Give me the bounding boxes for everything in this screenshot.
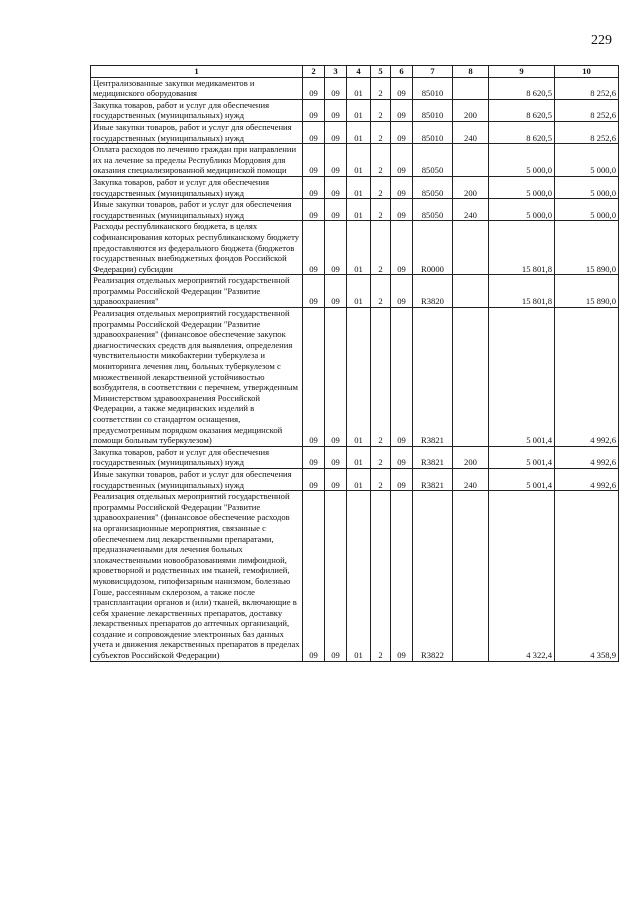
row-value-cell: R0000 — [413, 221, 453, 275]
row-value-cell: 09 — [391, 77, 413, 99]
row-value-cell: 5 000,0 — [555, 176, 619, 198]
table-row — [91, 221, 619, 275]
row-value-cell: 5 000,0 — [555, 199, 619, 221]
column-header: 1 — [91, 66, 303, 78]
row-value-cell: 240 — [453, 468, 489, 490]
row-value-cell: 09 — [303, 275, 325, 308]
row-name-cell: Реализация отдельных мероприятий государственной программы Российской Федерации "Развитие здравоохранения" (финансовое обеспечение закупок диагностических средств для выявления, определения чувствительности микобактерии туберкулеза и мониторинга лечения лиц, больных туберкулезом с множественной лекарственной устойчивостью возбудителя, в соответствии с перечнем, утвержденным Министерством здравоохранения Российской Федерации, а также медицинских изделий в соответствии со стандартом оснащения, предусмотренным порядком оказания медицинской помощи больным туберкулезом) — [91, 308, 303, 447]
row-name-cell: Централизованные закупки медикаментов и медицинского оборудования — [91, 77, 303, 99]
row-value-cell: 09 — [303, 144, 325, 177]
row-value-cell: 2 — [371, 446, 391, 468]
row-value-cell: 09 — [303, 199, 325, 221]
row-value-cell: 09 — [325, 308, 347, 447]
column-header: 7 — [413, 66, 453, 78]
row-value-cell: 2 — [371, 491, 391, 662]
row-value-cell — [453, 491, 489, 662]
row-value-cell: 8 252,6 — [555, 99, 619, 121]
row-name-cell: Закупка товаров, работ и услуг для обеспечения государственных (муниципальных) нужд — [91, 446, 303, 468]
row-value-cell: 200 — [453, 99, 489, 121]
row-value-cell: 8 620,5 — [489, 121, 555, 143]
row-value-cell: 2 — [371, 99, 391, 121]
row-value-cell: 4 992,6 — [555, 446, 619, 468]
row-value-cell — [453, 77, 489, 99]
row-value-cell: 09 — [391, 199, 413, 221]
column-header: 10 — [555, 66, 619, 78]
row-value-cell: 09 — [325, 199, 347, 221]
row-name-cell: Реализация отдельных мероприятий государственной программы Российской Федерации "Развитие здравоохранения" (финансовое обеспечение расходов на организационные мероприятия, связанные с обеспечением лиц лекарственными препаратами, предназначенными для лечения больных злокачественными новообразованиями лимфоидной, кроветворной и родственных им тканей, гемофилией, муковисцидозом, гипофизарным нанизмом, болезнью Гоше, рассеянным склерозом, а также после трансплантации органов и (или) тканей, включающие в себя хранение лекарственных препаратов, доставку лекарственных препаратов до аптечных организаций, создание и сопровождение электронных баз данных учета и движения лекарственных препаратов в пределах субъектов Российской Федерации) — [91, 491, 303, 662]
row-value-cell: R3821 — [413, 446, 453, 468]
row-value-cell: 09 — [303, 446, 325, 468]
row-value-cell: 240 — [453, 199, 489, 221]
table-row — [91, 99, 619, 121]
row-value-cell: 2 — [371, 121, 391, 143]
column-header: 4 — [347, 66, 371, 78]
table-row — [91, 308, 619, 447]
row-value-cell: 8 252,6 — [555, 121, 619, 143]
row-value-cell: 5 001,4 — [489, 446, 555, 468]
row-value-cell: 2 — [371, 468, 391, 490]
table-row — [91, 446, 619, 468]
row-value-cell: 8 252,6 — [555, 77, 619, 99]
row-value-cell: 200 — [453, 446, 489, 468]
row-value-cell: 01 — [347, 176, 371, 198]
row-value-cell: 2 — [371, 199, 391, 221]
row-value-cell: 8 620,5 — [489, 77, 555, 99]
row-value-cell: 5 001,4 — [489, 308, 555, 447]
row-value-cell: 09 — [391, 144, 413, 177]
row-value-cell: 01 — [347, 275, 371, 308]
row-value-cell: 85010 — [413, 99, 453, 121]
column-header: 3 — [325, 66, 347, 78]
row-value-cell: 2 — [371, 221, 391, 275]
row-value-cell: 09 — [391, 308, 413, 447]
row-value-cell: 4 322,4 — [489, 491, 555, 662]
row-value-cell: 15 801,8 — [489, 221, 555, 275]
row-value-cell: 85050 — [413, 144, 453, 177]
row-value-cell: 09 — [391, 491, 413, 662]
row-value-cell: 5 000,0 — [489, 144, 555, 177]
row-value-cell — [453, 308, 489, 447]
row-value-cell: 2 — [371, 77, 391, 99]
table-row — [91, 176, 619, 198]
row-value-cell: R3820 — [413, 275, 453, 308]
row-value-cell: 09 — [303, 176, 325, 198]
row-value-cell: 09 — [391, 275, 413, 308]
row-value-cell: 2 — [371, 176, 391, 198]
row-value-cell: 09 — [391, 468, 413, 490]
row-value-cell: 15 890,0 — [555, 275, 619, 308]
row-value-cell: 09 — [391, 121, 413, 143]
table-row — [91, 121, 619, 143]
row-value-cell: 01 — [347, 308, 371, 447]
row-value-cell: 5 001,4 — [489, 468, 555, 490]
row-value-cell: 09 — [325, 144, 347, 177]
row-value-cell: 200 — [453, 176, 489, 198]
row-value-cell: 01 — [347, 121, 371, 143]
row-value-cell: 4 992,6 — [555, 468, 619, 490]
row-value-cell: 4 358,9 — [555, 491, 619, 662]
row-name-cell: Оплата расходов по лечению граждан при направлении их на лечение за пределы Республики Мордовия для оказания специализированной медицинской помощи — [91, 144, 303, 177]
row-value-cell: 09 — [391, 446, 413, 468]
row-value-cell: 09 — [325, 176, 347, 198]
row-value-cell: 09 — [391, 221, 413, 275]
row-value-cell: 85050 — [413, 199, 453, 221]
budget-table — [90, 65, 619, 662]
row-name-cell: Закупка товаров, работ и услуг для обеспечения государственных (муниципальных) нужд — [91, 99, 303, 121]
row-value-cell: R3821 — [413, 308, 453, 447]
row-value-cell: 09 — [303, 221, 325, 275]
row-value-cell: 01 — [347, 99, 371, 121]
table-row — [91, 275, 619, 308]
row-value-cell: 09 — [325, 77, 347, 99]
row-value-cell: 09 — [303, 468, 325, 490]
row-value-cell: 5 000,0 — [489, 176, 555, 198]
row-value-cell: 09 — [303, 491, 325, 662]
row-value-cell: 5 000,0 — [489, 199, 555, 221]
row-value-cell: 01 — [347, 221, 371, 275]
table-row — [91, 491, 619, 662]
row-value-cell: 2 — [371, 308, 391, 447]
table-row — [91, 77, 619, 99]
page-number: 229 — [591, 33, 612, 48]
row-value-cell: 09 — [325, 446, 347, 468]
row-value-cell: 09 — [303, 99, 325, 121]
row-value-cell: 2 — [371, 144, 391, 177]
row-value-cell: 15 801,8 — [489, 275, 555, 308]
row-value-cell: 85010 — [413, 121, 453, 143]
row-value-cell: 01 — [347, 491, 371, 662]
row-name-cell: Иные закупки товаров, работ и услуг для обеспечения государственных (муниципальных) нужд — [91, 199, 303, 221]
row-value-cell — [453, 275, 489, 308]
row-value-cell: 01 — [347, 199, 371, 221]
row-value-cell: 85050 — [413, 176, 453, 198]
table-row — [91, 199, 619, 221]
column-header: 6 — [391, 66, 413, 78]
row-value-cell: 85010 — [413, 77, 453, 99]
row-value-cell — [453, 144, 489, 177]
row-value-cell: R3821 — [413, 468, 453, 490]
row-value-cell: 01 — [347, 446, 371, 468]
row-value-cell: 09 — [325, 99, 347, 121]
row-value-cell: 09 — [391, 99, 413, 121]
column-header: 5 — [371, 66, 391, 78]
row-value-cell: 09 — [325, 221, 347, 275]
row-value-cell: 5 000,0 — [555, 144, 619, 177]
row-value-cell: 09 — [325, 468, 347, 490]
row-value-cell: 01 — [347, 144, 371, 177]
row-value-cell: 01 — [347, 77, 371, 99]
row-name-cell: Расходы республиканского бюджета, в целях софинансирования которых республиканскому бюджету предоставляются из федерального бюджета (бюджетов государственных внебюджетных фондов Российской Федерации) субсидии — [91, 221, 303, 275]
row-value-cell: 15 890,0 — [555, 221, 619, 275]
table-row — [91, 144, 619, 177]
row-name-cell: Иные закупки товаров, работ и услуг для обеспечения государственных (муниципальных) нужд — [91, 121, 303, 143]
row-value-cell: 09 — [303, 121, 325, 143]
row-value-cell: 09 — [391, 176, 413, 198]
row-value-cell: 09 — [325, 121, 347, 143]
column-header: 9 — [489, 66, 555, 78]
row-value-cell: 01 — [347, 468, 371, 490]
row-name-cell: Закупка товаров, работ и услуг для обеспечения государственных (муниципальных) нужд — [91, 176, 303, 198]
row-value-cell: 8 620,5 — [489, 99, 555, 121]
row-name-cell: Реализация отдельных мероприятий государственной программы Российской Федерации "Развитие здравоохранения" — [91, 275, 303, 308]
row-value-cell — [453, 221, 489, 275]
row-value-cell: 09 — [303, 77, 325, 99]
row-value-cell: 2 — [371, 275, 391, 308]
column-header: 2 — [303, 66, 325, 78]
row-value-cell: 09 — [325, 491, 347, 662]
row-value-cell: 09 — [303, 308, 325, 447]
header-row — [91, 66, 619, 78]
row-value-cell: 09 — [325, 275, 347, 308]
row-name-cell: Иные закупки товаров, работ и услуг для обеспечения государственных (муниципальных) нужд — [91, 468, 303, 490]
column-header: 8 — [453, 66, 489, 78]
table-row — [91, 468, 619, 490]
row-value-cell: 4 992,6 — [555, 308, 619, 447]
row-value-cell: R3822 — [413, 491, 453, 662]
row-value-cell: 240 — [453, 121, 489, 143]
